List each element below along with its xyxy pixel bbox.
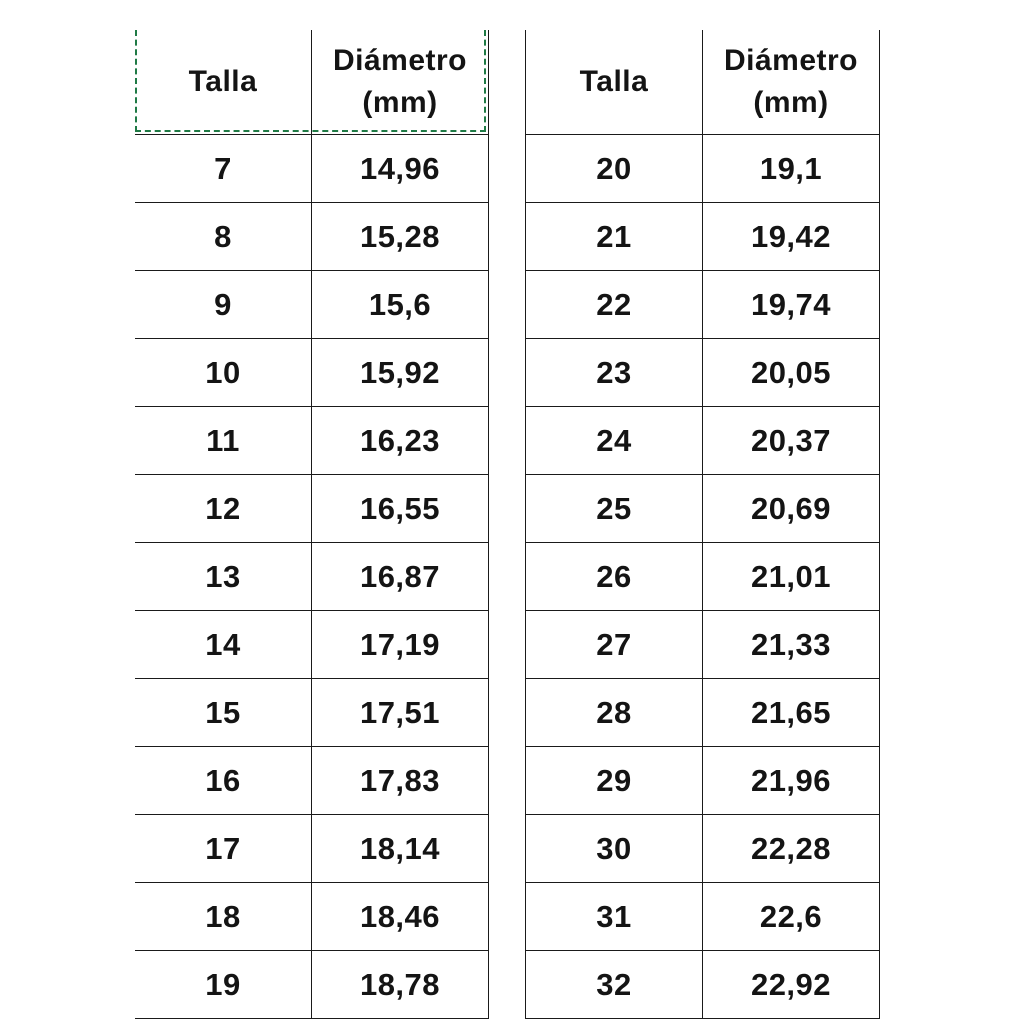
header-diametro-label: Diámetro [332, 44, 468, 77]
cell-diametro[interactable]: 19,1 [703, 135, 880, 203]
cell-talla[interactable]: 19 [135, 951, 312, 1019]
cell-talla[interactable]: 13 [135, 543, 312, 611]
table-row [526, 203, 880, 271]
header-talla[interactable] [526, 30, 703, 135]
cell-talla[interactable]: 17 [135, 815, 312, 883]
cell-diametro[interactable]: 14,96 [312, 135, 489, 203]
cell-diametro[interactable]: 17,19 [312, 611, 489, 679]
table-row [526, 475, 880, 543]
cell-diametro[interactable]: 17,83 [312, 747, 489, 815]
cell-diametro[interactable]: 22,28 [703, 815, 880, 883]
header-talla[interactable] [135, 30, 312, 135]
cell-diametro[interactable]: 19,74 [703, 271, 880, 339]
cell-diametro[interactable]: 20,69 [703, 475, 880, 543]
table-row [135, 747, 489, 815]
table-row [135, 203, 489, 271]
cell-talla[interactable]: 7 [135, 135, 312, 203]
cell-diametro[interactable]: 20,05 [703, 339, 880, 407]
table-row [526, 679, 880, 747]
table-row [135, 339, 489, 407]
table-row [135, 475, 489, 543]
table-row [526, 135, 880, 203]
table-row [135, 407, 489, 475]
header-diametro-label: Diámetro [723, 44, 859, 77]
cell-talla[interactable]: 26 [526, 543, 703, 611]
cell-talla[interactable]: 23 [526, 339, 703, 407]
cell-talla[interactable]: 12 [135, 475, 312, 543]
cell-talla[interactable]: 8 [135, 203, 312, 271]
table-row [526, 407, 880, 475]
table-row [135, 611, 489, 679]
table-row [135, 271, 489, 339]
table-row [526, 271, 880, 339]
cell-talla[interactable]: 25 [526, 475, 703, 543]
cell-talla[interactable]: 10 [135, 339, 312, 407]
cell-diametro[interactable]: 21,33 [703, 611, 880, 679]
cell-diametro[interactable]: 16,87 [312, 543, 489, 611]
table-row [135, 883, 489, 951]
cell-diametro[interactable]: 22,6 [703, 883, 880, 951]
cell-diametro[interactable]: 16,55 [312, 475, 489, 543]
cell-diametro[interactable]: 19,42 [703, 203, 880, 271]
table-row [526, 611, 880, 679]
header-diametro-unit: (mm) [753, 86, 829, 119]
cell-diametro[interactable]: 18,78 [312, 951, 489, 1019]
table-row [526, 339, 880, 407]
table-row [526, 747, 880, 815]
cell-diametro[interactable]: 16,23 [312, 407, 489, 475]
cell-diametro[interactable]: 18,46 [312, 883, 489, 951]
cell-talla[interactable]: 31 [526, 883, 703, 951]
cell-talla[interactable]: 11 [135, 407, 312, 475]
table-row [135, 135, 489, 203]
header-diametro[interactable] [703, 30, 880, 135]
table-body-right [526, 135, 880, 1019]
table-body-left [135, 135, 489, 1019]
cell-talla[interactable]: 30 [526, 815, 703, 883]
size-table-right [525, 30, 880, 1019]
cell-talla[interactable]: 29 [526, 747, 703, 815]
cell-talla[interactable]: 27 [526, 611, 703, 679]
header-talla-label: Talla [188, 65, 258, 98]
table-row [526, 883, 880, 951]
table-row [135, 679, 489, 747]
table-row [526, 815, 880, 883]
cell-talla[interactable]: 15 [135, 679, 312, 747]
header-talla-label: Talla [579, 65, 649, 98]
cell-diametro[interactable]: 18,14 [312, 815, 489, 883]
header-diametro-unit: (mm) [362, 86, 438, 119]
cell-talla[interactable]: 16 [135, 747, 312, 815]
cell-diametro[interactable]: 21,96 [703, 747, 880, 815]
cell-talla[interactable]: 32 [526, 951, 703, 1019]
table-header-row [135, 30, 489, 135]
cell-talla[interactable]: 22 [526, 271, 703, 339]
cell-diametro[interactable]: 15,92 [312, 339, 489, 407]
cell-talla[interactable]: 18 [135, 883, 312, 951]
cell-diametro[interactable]: 22,92 [703, 951, 880, 1019]
cell-diametro[interactable]: 20,37 [703, 407, 880, 475]
table-row [526, 951, 880, 1019]
table-row [135, 951, 489, 1019]
cell-diametro[interactable]: 21,01 [703, 543, 880, 611]
table-row [135, 815, 489, 883]
cell-diametro[interactable]: 15,28 [312, 203, 489, 271]
cell-diametro[interactable]: 15,6 [312, 271, 489, 339]
cell-diametro[interactable]: 17,51 [312, 679, 489, 747]
cell-talla[interactable]: 20 [526, 135, 703, 203]
cell-talla[interactable]: 21 [526, 203, 703, 271]
cell-diametro[interactable]: 21,65 [703, 679, 880, 747]
cell-talla[interactable]: 24 [526, 407, 703, 475]
table-header-row [526, 30, 880, 135]
cell-talla[interactable]: 14 [135, 611, 312, 679]
table-row [135, 543, 489, 611]
cell-talla[interactable]: 28 [526, 679, 703, 747]
table-row [526, 543, 880, 611]
header-diametro[interactable] [312, 30, 489, 135]
size-table-left [135, 30, 489, 1019]
cell-talla[interactable]: 9 [135, 271, 312, 339]
